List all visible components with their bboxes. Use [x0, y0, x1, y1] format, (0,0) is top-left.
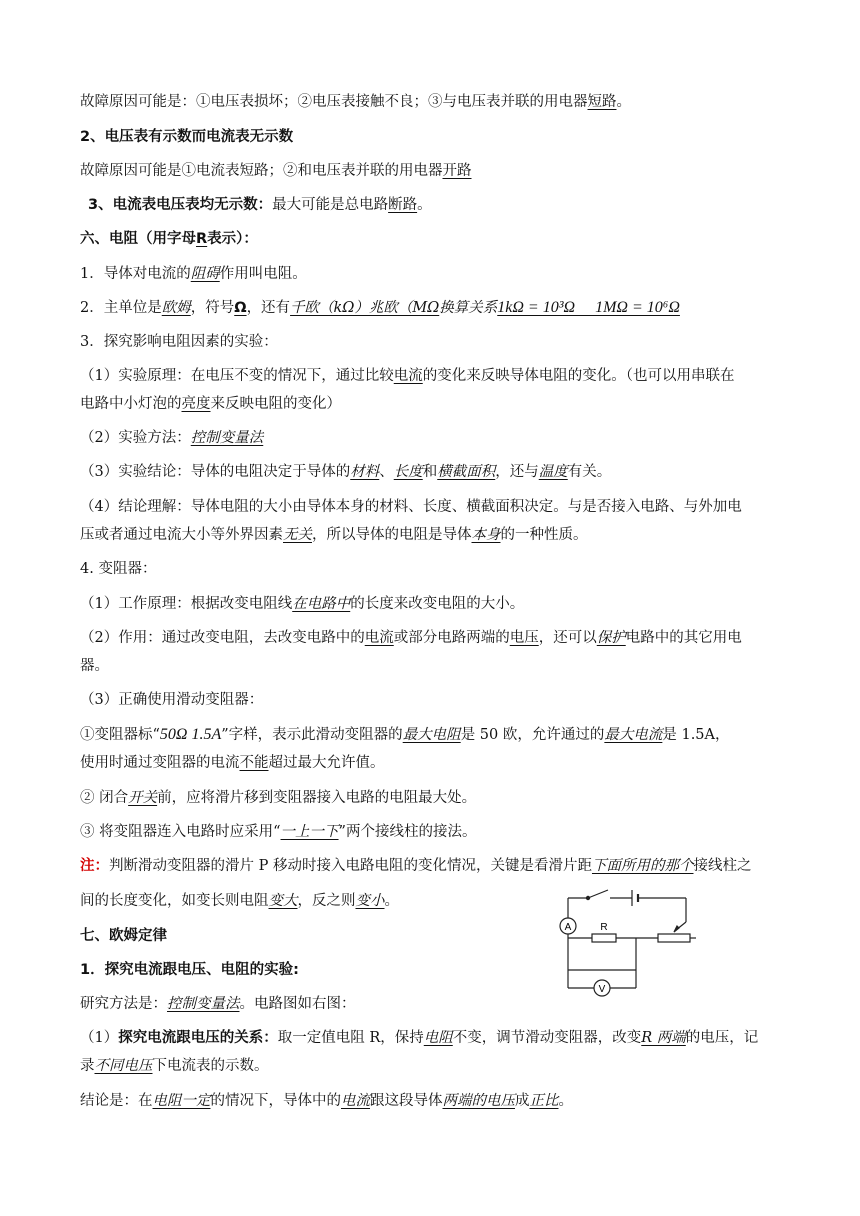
section-seven-heading: 七、欧姆定律 — [80, 928, 167, 944]
current-voltage-relation-cont: 录不同电压下电流表的示数。 — [80, 1058, 269, 1074]
both-meters-zero: 3、电流表电压表均无示数：最大可能是总电路断路。 — [88, 197, 432, 213]
ohm-experiment-heading: 1．探究电流跟电压、电阻的实验: — [80, 962, 299, 978]
switch-blade — [588, 890, 608, 898]
fault-cause-ammeter: 故障原因可能是①电流表短路；②和电压表并联的用电器开路 — [80, 163, 472, 179]
experiment-heading: 3．探究影响电阻因素的实验： — [80, 334, 278, 350]
rheostat-principle: （1）工作原理：根据改变电阻线在电路中的长度来改变电阻的大小。 — [80, 596, 525, 612]
rheostat-function-cont: 器。 — [80, 658, 109, 674]
rheostat-symbol — [658, 934, 690, 942]
circuit-diagram — [550, 880, 700, 1000]
heading-voltmeter-reads: 2、电压表有示数而电流表无示数 — [80, 129, 294, 145]
section-six-heading: 六、电阻（用字母R表示）： — [80, 231, 258, 247]
resistor-label: R — [600, 922, 608, 933]
research-method: 研究方法是：控制变量法。电路图如右图： — [80, 996, 356, 1012]
slider-arrow — [674, 926, 679, 932]
rheostat-rating: ①变阻器标“50Ω 1.5A”字样，表示此滑动变阻器的最大电阻是 50 欧，允许通过的最大电流是 1.5A， — [80, 726, 730, 743]
resistance-definition: 1．导体对电流的阻碍作用叫电阻。 — [80, 266, 307, 282]
rheostat-rating-cont: 使用时通过变阻器的电流不能超过最大允许值。 — [80, 755, 385, 771]
rheostat-heading: 4. 变阻器： — [80, 561, 157, 577]
current-voltage-relation: （1）探究电流跟电压的关系：取一定值电阻 R，保持电阻不变，调节滑动变阻器，改变R 两端的电压，记 — [80, 1030, 759, 1046]
experiment-method: （2）实验方法：控制变量法 — [80, 430, 264, 446]
conclusion-understanding-cont: 压或者通过电流大小等外界因素无关，所以导体的电阻是导体本身的一种性质。 — [80, 527, 588, 543]
current-voltage-conclusion: 结论是：在电阻一定的情况下，导体中的电流跟这段导体两端的电压成正比。 — [80, 1093, 573, 1109]
rheostat-function: （2）作用：通过改变电阻，去改变电路中的电流或部分电路两端的电压，还可以保护电路中的其它用电 — [80, 630, 742, 646]
experiment-principle-cont: 电路中小灯泡的亮度来反映电阻的变化） — [80, 396, 341, 412]
resistor-symbol — [592, 934, 616, 942]
rheostat-switch-rule: ② 闭合开关前，应将滑片移到变阻器接入电路的电阻最大处。 — [80, 790, 477, 806]
note-slider-cont: 间的长度变化，如变长则电阻变大，反之则变小。 — [80, 893, 399, 909]
resistance-units: 2．主单位是欧姆，符号Ω，还有千欧（kΩ）兆欧（MΩ换算关系1kΩ = 10³Ω 1MΩ = 10⁶Ω — [80, 299, 680, 316]
note-slider: 注：判断滑动变阻器的滑片 P 移动时接入电路电阻的变化情况，关键是看滑片距下面所用的那个接线柱之 — [80, 858, 752, 874]
fault-cause-voltmeter: 故障原因可能是：①电压表损坏；②电压表接触不良；③与电压表并联的用电器短路。 — [80, 94, 631, 110]
conclusion-understanding: （4）结论理解：导体电阻的大小由导体本身的材料、长度、横截面积决定。与是否接入电路、与外加电 — [80, 499, 742, 515]
rheostat-connection-rule: ③ 将变阻器连入电路时应采用“一上一下”两个接线柱的接法。 — [80, 824, 477, 840]
rheostat-usage-heading: （3）正确使用滑动变阻器： — [80, 692, 264, 708]
experiment-principle: （1）实验原理：在电压不变的情况下，通过比较电流的变化来反映导体电阻的变化。（也可以用串联在 — [80, 368, 735, 384]
voltmeter-label: V — [598, 984, 606, 995]
switch-pivot — [586, 896, 589, 899]
experiment-conclusion: （3）实验结论：导体的电阻决定于导体的材料、长度和横截面积，还与温度有关。 — [80, 464, 612, 480]
ammeter-label: A — [564, 922, 572, 933]
